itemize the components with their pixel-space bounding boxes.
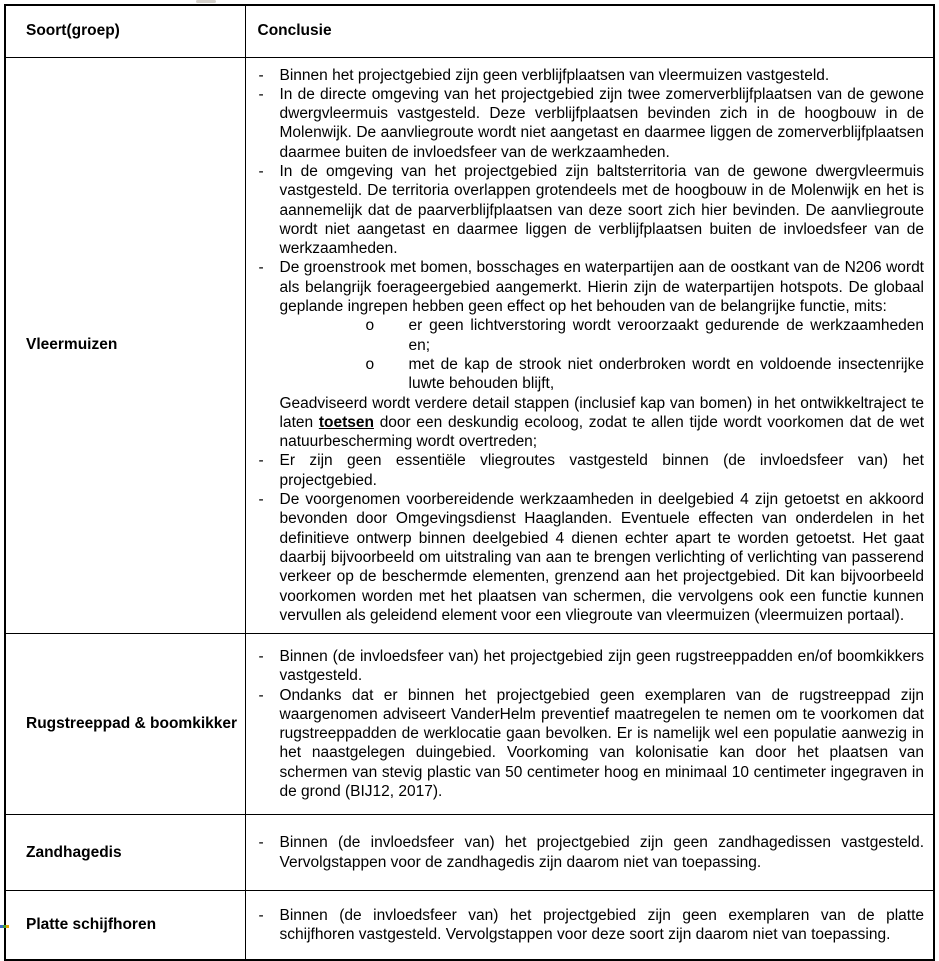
emphasized-word: toetsen	[318, 413, 374, 431]
bullet-item	[259, 490, 925, 625]
sub-bullet-item	[366, 355, 925, 394]
bullet-item	[259, 162, 925, 258]
bullet-marker: -	[258, 834, 264, 852]
item-text: er geen lichtverstoring wordt veroorzaakt gedurende de werkzaamheden en;	[408, 317, 924, 354]
item-text: In de directe omgeving van het projectgebied zijn twee zomerverblijfplaatsen van de gewone dwergvleermuis vastgesteld. Deze verblijfplaatsen bevinden zich in de hoogbouw in de Molenwijk. De aanvliegroute wordt niet aangetast en daarmee liggen de zomerverblijfplaatsen daarmee buiten de invloedsfeer van de werkzaamheden.	[279, 85, 924, 161]
item-text: Binnen het projectgebied zijn geen verblijfplaatsen van vleermuizen vastgesteld.	[279, 66, 830, 84]
bullet-marker: -	[258, 647, 264, 665]
item-text: Ondanks dat er binnen het projectgebied geen exemplaren van de rugstreeppad zijn waargenomen adviseert VanderHelm preventief maatregelen te nemen om te voorkomen dat rugstreeppadden de werklocatie gaan bevolken. Er is namelijk wel een populatie aanwezig in het naastgelegen duingebied. Voorkoming van kolonisatie kan door het plaatsen van schermen van stevig plastic van 50 centimeter hoog en minimaal 10 centimeter ingegraven in de grond (BIJ12, 2017).	[279, 686, 924, 800]
conclusion-cell	[245, 891, 934, 960]
bullet-item	[259, 258, 925, 316]
item-text: Binnen (de invloedsfeer van) het projectgebied zijn geen exemplaren van de platte schijfhoren vastgesteld. Vervolgstappen voor deze soort zijn daarom niet van toepassing.	[279, 906, 924, 943]
column-header-soort-groep: Soort(groep)	[5, 5, 245, 57]
table-row	[5, 57, 934, 634]
bullet-marker: -	[258, 906, 264, 924]
bullet-marker: -	[258, 452, 264, 470]
item-text: Er zijn geen essentiële vliegroutes vastgesteld binnen (de invloedsfeer van) het projectgebied.	[279, 452, 924, 489]
table-header-row	[5, 5, 934, 57]
species-name: Platte schijfhoren	[5, 891, 245, 960]
bullet-marker: -	[258, 66, 264, 84]
species-name: Vleermuizen	[5, 57, 245, 634]
species-name: Rugstreeppad & boomkikker	[5, 634, 245, 815]
bullet-item	[259, 906, 925, 945]
conclusion-cell	[245, 57, 934, 634]
item-text: Binnen (de invloedsfeer van) het projectgebied zijn geen zandhagedissen vastgesteld. Vervolgstappen voor de zandhagedis zijn daarom niet van toepassing.	[279, 834, 924, 871]
species-conclusion-table	[4, 4, 935, 961]
item-text: In de omgeving van het projectgebied zijn baltsterritoria van de gewone dwergvleermuis vastgesteld. De territoria overlappen grotendeels met de hoogbouw in de Molenwijk en het is aannemelijk dat de paarverblijfplaatsen van deze soort zich hier bevinden. De aanvliegroute wordt niet aangetast en daarmee liggen de verblijfplaatsen buiten de invloedsfeer van de werkzaamheden.	[279, 162, 924, 258]
item-text: Binnen (de invloedsfeer van) het projectgebied zijn geen rugstreeppadden en/of boomkikkers vastgesteld.	[279, 647, 924, 685]
table-row	[5, 891, 934, 960]
bullet-item	[259, 647, 925, 686]
item-text: Geadviseerd wordt verdere detail stappen (inclusief kap van bomen) in het ontwikkeltraject te laten toetsen door een deskundig ecoloog, zodat te allen tijde wordt voorkomen dat de wet natuurbescherming wordt overtreden;	[279, 394, 924, 451]
bullet-marker: -	[258, 491, 264, 509]
table-row	[5, 634, 934, 815]
item-text: De groenstrook met bomen, bosschages en waterpartijen aan de oostkant van de N206 wordt als belangrijk foerageergebied aangemerkt. Hierin zijn de waterpartijen hotspots. De globaal geplande ingrepen hebben geen effect op het behouden van de belangrijke functie, mits:	[279, 259, 924, 316]
continuation-paragraph	[259, 394, 925, 452]
bullet-marker: -	[258, 162, 264, 180]
conclusion-cell	[245, 634, 934, 815]
item-text: De voorgenomen voorbereidende werkzaamheden in deelgebied 4 zijn getoetst en akkoord bevonden door Omgevingsdienst Haaglanden. Eventuele effecten van onderdelen in het definitieve ontwerp binnen deelgebied 4 dienen echter apart te worden getoetst. Het gaat daarbij bijvoorbeeld om uitstraling van aan te brengen verlichting of verlichting van passerend verkeer op de beschermde elementen, grenzend aan het projectgebied. Dit kan bijvoorbeeld voorkomen worden met het plaatsen van schermen, die vervolgens ook een functie kunnen vervullen als geleidend element voor een vliegroute van vleermuizen (vleermuizen portaal).	[279, 491, 924, 624]
bullet-item	[259, 451, 925, 490]
bullet-item	[259, 85, 925, 162]
sub-bullet-item	[366, 316, 925, 355]
bullet-marker-empty	[259, 394, 280, 452]
table-row	[5, 815, 934, 891]
bullet-marker: o	[365, 317, 375, 335]
item-text: met de kap de strook niet onderbroken wordt en voldoende insectenrijke luwte behouden blijft,	[408, 355, 924, 393]
scan-artifact-top	[196, 0, 216, 3]
bullet-marker: -	[258, 85, 264, 103]
bullet-item	[259, 66, 925, 85]
scan-artifact-bottom	[0, 925, 9, 928]
bullet-item	[259, 833, 925, 872]
column-header-conclusie: Conclusie	[245, 5, 934, 57]
bullet-marker: o	[365, 355, 375, 373]
conclusion-cell	[245, 815, 934, 891]
bullet-marker: -	[258, 259, 264, 277]
bullet-item	[259, 686, 925, 802]
bullet-marker: -	[258, 686, 264, 704]
species-name: Zandhagedis	[5, 815, 245, 891]
